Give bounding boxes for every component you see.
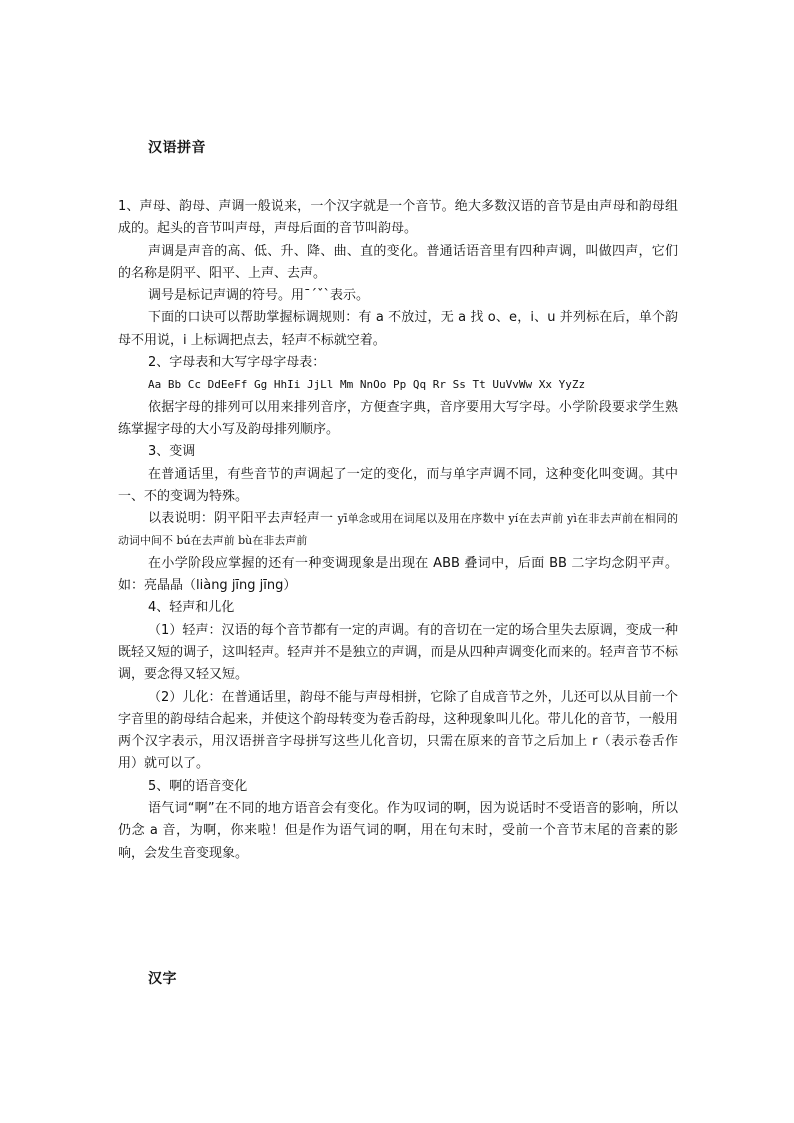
paragraph-neutral-tone: （1）轻声：汉语的每个音节都有一定的声调。有的音切在一定的场合里失去原调，变成一种既轻又短的调子，这叫轻声。轻声并不是独立的声调，而是从四种声调变化而来的。轻声音节不标调，要念得又轻又短。 [118, 622, 678, 683]
paragraph-tones: 声调是声音的高、低、升、降、曲、直的变化。普通话语音里有四种声调，叫做四声，它们的名称是阴平、阳平、上声、去声。 [118, 243, 678, 281]
section-body-pinyin [118, 196, 678, 865]
paragraph-initials-finals: 1、声母、韵母、声调一般说来，一个汉字就是一个音节。绝大多数汉语的音节是由声母和韵母组成的。起头的音节叫声母，声母后面的音节叫韵母。 [118, 199, 678, 237]
paragraph-tone-marks: 调号是标记声调的符号。用ˉˊˇˋ表示。 [148, 288, 370, 304]
paragraph-a-change: 语气词“啊”在不同的地方语音会有变化。作为叹词的啊，因为说话时不受语音的影响，所以仍念 a 音，为啊，你来啦！但是作为语气词的啊，用在句末时，受前一个音节末尾的音素的影响，会发生音变现象。 [118, 801, 678, 861]
paragraph-tone-sandhi: 在普通话里，有些音节的声调起了一定的变化，而与单字声调不同，这种变化叫变调。其中一、不的变调为特殊。 [118, 466, 678, 504]
paragraph-tone-sandhi-heading: 3、变调 [148, 444, 196, 460]
paragraph-alphabet-usage: 依据字母的排列可以用来排列音序，方便查字典，音序要用大写字母。小学阶段要求学生熟练掌握字母的大小写及韵母排列顺序。 [118, 399, 678, 437]
paragraph-abb-reduplication: 在小学阶段应掌握的还有一种变调现象是出现在 ABB 叠词中，后面 BB 二字均念阴平声。如：亮晶晶（liàng jīng jīng） [118, 555, 678, 594]
paragraph-a-change-heading: 5、啊的语音变化 [148, 778, 248, 794]
paragraph-alphabet-list: Aa Bb Cc DdEeFf Gg HhIi JjLl Mm NnOo Pp Qq Rr Ss Tt UuVvWw Xx YyZz [148, 378, 586, 392]
paragraph-tone-sandhi-table [118, 508, 678, 553]
paragraph-erhua: （2）儿化：在普通话里，韵母不能与声母相拼，它除了自成音节之外，儿还可以从目前一个字音里的韵母结合起来，并使这个韵母转变为卷舌韵母，这种现象叫儿化。带儿化的音节，一般用两个汉字表示，用汉语拼音字母拼写这些儿化音切，只需在原来的音节之后加上 r（表示卷舌作用）就可以了。 [118, 689, 678, 772]
table-detail-text: yī单念或用在词尾以及用在序数中 yí在去声前 yì在非去声前在相同的动词中间不 bú在去声前 bù在非去声前 [118, 512, 678, 548]
section-heading-hanzi: 汉字 [148, 971, 177, 987]
table-intro-text: 以表说明：阴平阳平去声轻声一 [148, 511, 338, 527]
section-heading-pinyin: 汉语拼音 [148, 140, 206, 156]
paragraph-alphabet-heading: 2、字母表和大写字母字母表： [148, 355, 326, 371]
paragraph-neutral-erhua-heading: 4、轻声和儿化 [148, 600, 235, 616]
paragraph-tone-rules: 下面的口诀可以帮助掌握标调规则：有 a 不放过，无 a 找 o、e，i、u 并列标在后，单个韵母不用说，i 上标调把点去，轻声不标就空着。 [118, 310, 678, 348]
